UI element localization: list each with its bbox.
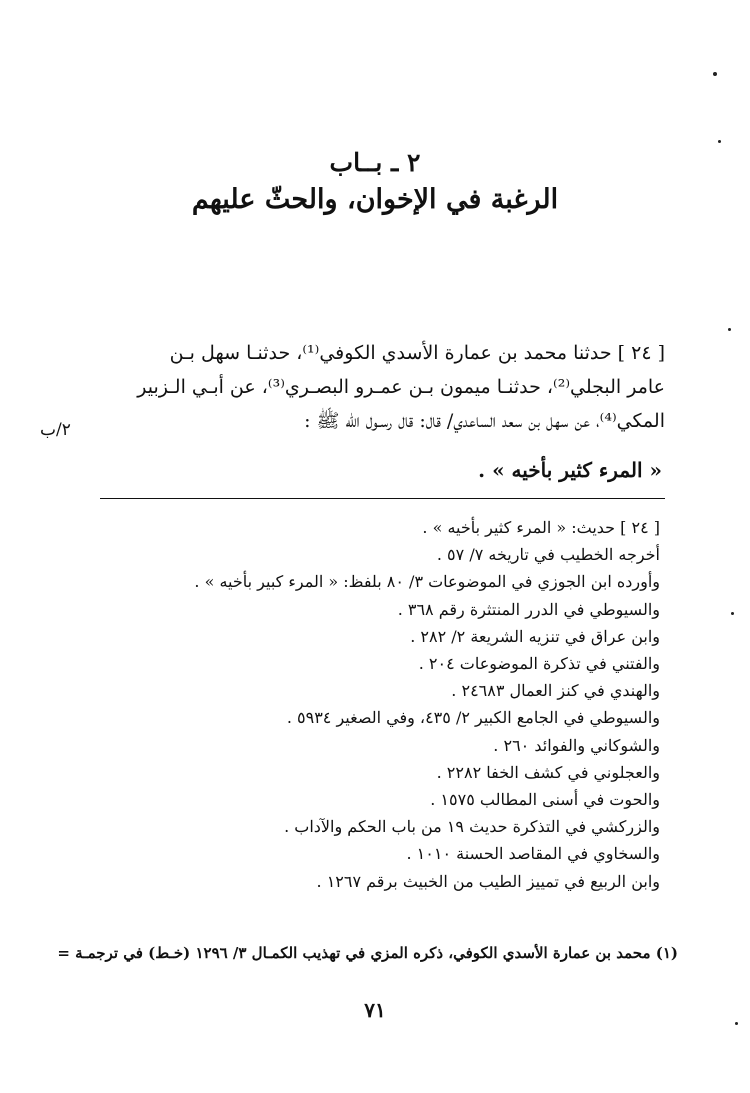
chapter-number: ٢ ـ بــاب (329, 148, 421, 177)
scan-speck (718, 140, 721, 143)
hadith-line: [ ٢٤ ] حدثنا محمد بن عمارة الأسدي الكوفي⁽¹⁾، حدثنـا سهل بـن (169, 342, 665, 364)
hadith-line: المكي⁽⁴⁾، عن سهل بن سعد الساعدي/ قال: قال رسـول الله ﷺ : (304, 410, 665, 432)
note-line: أخرجه الخطيب في تاريخه ٧/ ٥٧ . (436, 545, 660, 565)
note-line: والسيوطي في الدرر المنتثرة رقم ٣٦٨ . (397, 599, 660, 619)
note-line: والهندي في كنز العمال ٢٤٦٨٣ . (451, 681, 660, 701)
takhrij-notes (100, 514, 660, 895)
note-line: والسخاوي في المقاصد الحسنة ١٠١٠ . (406, 844, 660, 864)
hadith-line: عامر البجلي⁽²⁾، حدثنـا ميمون بـن عمـرو البصـري⁽³⁾، عن أبـي الـزبير (137, 376, 665, 398)
note-line: وأورده ابن الجوزي في الموضوعات ٣/ ٨٠ بلفظ: « المرء كبير بأخيه » . (194, 572, 660, 592)
note-line: [ ٢٤ ] حديث: « المرء كثير بأخيه » . (422, 518, 660, 537)
scan-speck (728, 328, 731, 331)
note-line: والحوت في أسنى المطالب ١٥٧٥ . (430, 790, 660, 810)
footnote: (١) محمد بن عمارة الأسدي الكوفي، ذكره المزي في تهذيب الكمـال ٣/ ١٢٩٦ (خـط) في ترجمـة = (57, 944, 678, 962)
scan-speck (735, 1022, 738, 1025)
hadith-quote: « المرء كثير بأخيه » . (478, 458, 662, 482)
page-number: ٧١ (364, 998, 386, 1022)
scan-speck (713, 72, 717, 76)
scan-speck (731, 612, 734, 615)
note-line: والفتني في تذكرة الموضوعات ٢٠٤ . (418, 654, 660, 674)
note-line: والزركشي في التذكرة حديث ١٩ من باب الحكم والآداب . (284, 817, 660, 837)
note-line: والسيوطي في الجامع الكبير ٢/ ٤٣٥، وفي الصغير ٥٩٣٤ . (286, 708, 660, 728)
note-line: والشوكاني والفوائد ٢٦٠ . (493, 735, 660, 755)
note-line: وابن عراق في تنزيه الشريعة ٢/ ٢٨٢ . (410, 626, 660, 646)
hadith-text (100, 336, 665, 438)
chapter-title: الرغبة في الإخوان، والحثّ عليهم (191, 184, 559, 215)
notes-divider (100, 498, 665, 499)
note-line: وابن الربيع في تمييز الطيب من الخبيث برقم ١٢٦٧ . (316, 871, 660, 891)
note-line: والعجلوني في كشف الخفا ٢٢٨٢ . (436, 762, 660, 782)
manuscript-folio-note: ٢/ب (40, 420, 71, 440)
